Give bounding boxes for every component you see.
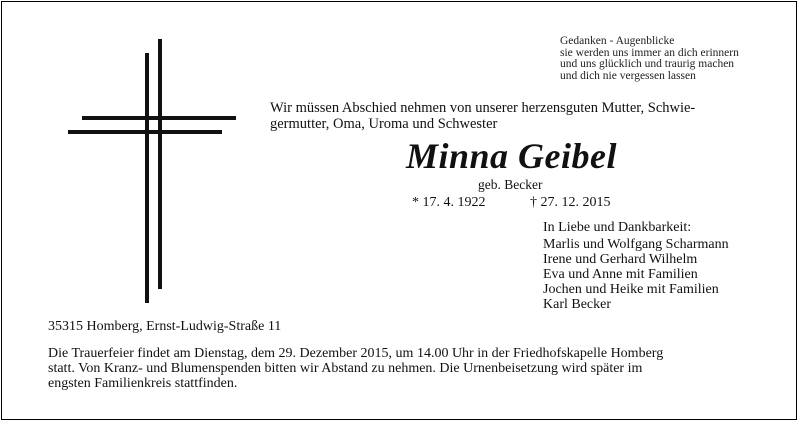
deceased-name: Minna Geibel: [406, 136, 618, 176]
obituary-notice: [1, 1, 797, 420]
notice-line: Die Trauerfeier findet am Dienstag, dem 29. Dezember 2015, um 14.00 Uhr in der Friedhofskapelle Homberg: [48, 346, 664, 361]
family-list: [543, 220, 793, 312]
poem-line: Gedanken - Augenblicke: [560, 35, 675, 47]
thanks-line: In Liebe und Dankbarkeit:: [543, 220, 692, 235]
farewell-intro: [270, 100, 790, 132]
intro-line: Wir müssen Abschied nehmen von unserer herzensguten Mutter, Schwie-: [270, 100, 696, 116]
maiden-name: geb. Becker: [478, 177, 543, 192]
intro-line: germutter, Oma, Uroma und Schwester: [270, 116, 498, 132]
family-member: Eva und Anne mit Familien: [543, 267, 698, 282]
funeral-notice: [48, 346, 758, 391]
family-member: Marlis und Wolfgang Scharmann: [543, 237, 729, 252]
family-member: Jochen und Heike mit Familien: [543, 282, 719, 297]
double-line-cross-icon: [68, 39, 238, 305]
memorial-poem: [560, 36, 790, 82]
poem-line: sie werden uns immer an dich erinnern: [560, 46, 739, 59]
notice-line: statt. Von Kranz- und Blumenspenden bitten wir Abstand zu nehmen. Die Urnenbeisetzung wird später im: [48, 361, 643, 376]
family-member: Irene und Gerhard Wilhelm: [543, 252, 698, 267]
death-date: † 27. 12. 2015: [530, 195, 611, 210]
poem-line: und dich nie vergessen lassen: [560, 69, 696, 82]
notice-line: engsten Familienkreis stattfinden.: [48, 376, 238, 391]
mourning-address: 35315 Homberg, Ernst-Ludwig-Straße 11: [48, 319, 282, 334]
poem-line: und uns glücklich und traurig machen: [560, 58, 735, 70]
birth-date: * 17. 4. 1922: [412, 195, 486, 210]
family-member: Karl Becker: [543, 297, 612, 312]
